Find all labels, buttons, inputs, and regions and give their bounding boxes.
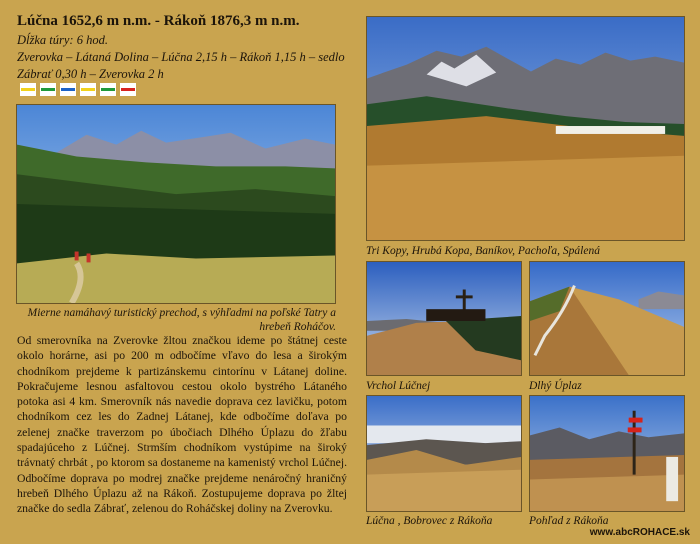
- trip-info: [17, 32, 347, 83]
- caption-mid-left: Vrchol Lúčnej: [366, 380, 431, 392]
- route-description: Od smerovníka na Zverovke žltou značkou ideme po štátnej ceste okolo horárne, asi po 200 m odbočíme vľavo do lesa a širokým chodníkom prejdeme k partizánskemu cintorínu v Látanej doline. Pokračujeme lesnou asfaltovou cestou okolo bystrého Látaného potoka asi 4 km. Smerovník nás navedie doprava cez lavičku, potom chodníkom cez les do Zadnej Látanej, kde odbočíme doľava po zelenej značke traverzom po úbočiach Dlhého Úplazu do žľabu spadajúceho z Lúčnej. Strmším chodníkom vystúpime na široký trávnatý chrbát , po ktorom sa dostaneme na kamenistý vrchol Lúčnej. Odbočíme doprava po modrej značke prejdeme nenáročný hraničný hrebeň Dlhého Úplazu až na Rákoň. Zostupujeme doprava po žltej značke do sedla Zábrať, zelenou do Roháčskej doliny na Zverovku.: [17, 334, 347, 516]
- trail-marker-green-icon: [100, 83, 116, 96]
- trail-marker-blue-icon: [60, 83, 76, 96]
- trip-duration: Dĺžka túry: 6 hod.: [17, 33, 108, 47]
- caption-left-photo: Mierne namáhavý turistický prechod, s výhľadmi na poľské Tatry a hrebeň Roháčov.: [27, 307, 336, 333]
- trail-marker-green-icon: [40, 83, 56, 96]
- photo-view-from-rakon: [529, 395, 685, 512]
- photo-ridge-panorama: [366, 16, 685, 241]
- caption-mid-right: Dlhý Úplaz: [529, 380, 582, 392]
- caption-top-right: Tri Kopy, Hrubá Kopa, Baníkov, Pachoľa, Spálená: [366, 245, 600, 257]
- photo-lucna-summit: [366, 261, 522, 376]
- site-credit: www.abcROHACE.sk: [589, 527, 690, 538]
- trail-marker-yellow-icon: [80, 83, 96, 96]
- trail-marker-yellow-icon: [20, 83, 36, 96]
- caption-bottom-left: Lúčna , Bobrovec z Rákoňa: [366, 515, 493, 527]
- photo-lucna-bobrovec: [366, 395, 522, 512]
- page-title: Lúčna 1652,6 m n.m. - Rákoň 1876,3 m n.m.: [17, 13, 300, 29]
- trip-route: Zverovka – Látaná Dolina – Lúčna 2,15 h – Rákoň 1,15 h – sedlo Zábrať 0,30 h – Zverovka 2 h: [17, 50, 345, 81]
- photo-dlhy-uplaz: [529, 261, 685, 376]
- trail-marker-red-icon: [120, 83, 136, 96]
- caption-bottom-right: Pohľad z Rákoňa: [529, 515, 609, 527]
- trail-marker-strip: [20, 83, 136, 96]
- photo-tatra-view: [16, 104, 336, 304]
